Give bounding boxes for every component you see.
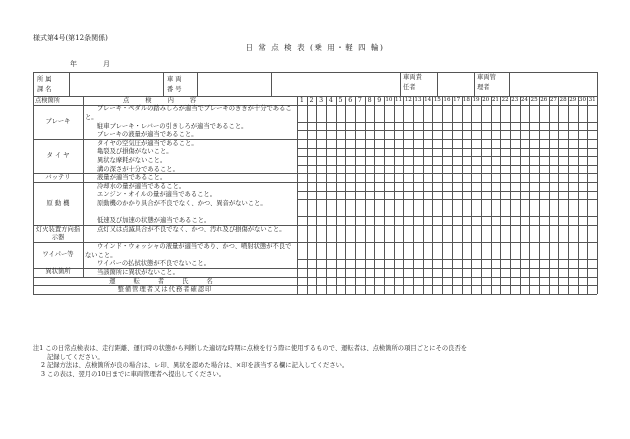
day-number: 27 [549,97,557,104]
day-number: 19 [472,97,480,104]
day-number: 4 [328,97,333,105]
day-number: 13 [414,97,422,104]
inspection-item: 当該箇所に異状がないこと。 [97,268,179,276]
day-number: 23 [511,97,519,104]
year-label: 年 [70,60,77,68]
day-number: 5 [338,97,343,105]
inspection-item: エンジン・オイルの量が適当であること。 [97,191,217,199]
section-name: 原 動 機 [46,199,70,207]
inspection-item: ウインド・ウォッシャの液量が適当であり、かつ、噴射状態が不良でないこと。 [85,243,292,259]
inspection-item: 駐車ブレーキ・レバーの引きしろが適当であること。 [97,122,248,130]
inspection-item: ブレーキ・ペダルの踏みしろが適当でブレーキのききが十分であること。 [85,105,292,121]
section-name: 異状箇所 [45,268,71,276]
day-number: 31 [588,97,596,104]
day-number: 8 [367,97,372,105]
inspection-item: ワイパーの払拭状態が不良でないこと。 [97,260,211,268]
day-number: 9 [377,97,382,105]
notes [33,345,603,379]
day-number: 15 [433,97,441,104]
inspection-item: 原動機のかかり具合が不良でなく、かつ、異音がないこと。 [97,200,267,207]
section-name: ブレーキ [45,117,71,125]
day-number: 14 [424,97,432,104]
inspection-item: 点灯又は点滅具合が不良でなく、かつ、汚れ及び損傷がないこと。 [97,225,286,233]
vehicle-number-label: 車 両 番 号 [167,76,182,93]
day-number: 16 [443,97,451,104]
form-number: 様式第4号(第12条関係) [33,34,108,42]
inspection-item: 冷却水の量が適当であること。 [97,182,186,190]
day-number: 26 [540,97,548,104]
content-header: 点 検 内 容 [123,97,204,105]
day-number: 12 [404,97,412,104]
inspection-item: 液量が適当であること。 [97,174,167,182]
note-line: 3 この表は、翌月の10日までに車両管理者へ提出してください。 [41,370,226,378]
note-line: 2 記録方法は、点検箇所が良の場合は、レ印、異状を認めた場合は、×印を該当する欄に記入してください。 [41,362,349,370]
section-name: 灯火装置方向指示器 [35,225,81,241]
day-number: 20 [482,97,490,104]
day-number: 1 [299,97,304,105]
inspection-item: 異状な摩耗がないこと。 [97,157,167,164]
day-number: 22 [501,97,509,104]
affiliation-label: 所 属 課 名 [37,76,52,93]
inspection-item: 低速及び加速の状態が適当であること。 [97,217,211,225]
inspection-item: タイヤの空気圧が適当であること。 [97,139,198,147]
month-label: 月 [103,60,110,68]
manager-label: 車両管 理者 [477,74,496,91]
day-number: 6 [348,97,353,105]
day-number: 2 [309,97,314,105]
note-line: 記録してください。 [47,353,104,361]
day-number: 29 [569,97,577,104]
day-number: 25 [530,97,538,104]
responsible-label: 車両責 任者 [403,74,422,91]
note-line: 注1 この日常点検表は、走行距離、運行時の状態から判断した適切な時期に点検を行う際に使用するもので、運転者は、点検箇所の項目ごとにその良否を [33,345,468,352]
day-number: 3 [319,97,324,105]
footer-row-label: 整備管理者又は代務者確認印 [117,286,213,294]
inspection-item: 亀裂及び損傷がないこと。 [97,148,173,156]
day-number: 30 [578,97,587,104]
day-number: 18 [462,97,470,104]
day-number: 17 [453,97,461,104]
day-number: 21 [491,97,499,104]
day-number: 28 [559,97,567,104]
inspection-item: ブレーキの液量が適当であること。 [97,131,198,139]
page-title: 日 常 点 検 表 (乗 用・軽 四 輪) [245,43,385,52]
section-name: タ イ ヤ [46,152,70,160]
day-number: 10 [385,97,393,104]
day-number: 7 [357,97,362,105]
day-number: 11 [395,97,403,104]
section-name: ワイパー等 [42,251,74,259]
footer-row-label: 運 転 者 氏 名 [109,277,221,285]
item-header: 点検箇所 [35,97,61,105]
inspection-item: 溝の深さが十分であること。 [97,165,179,173]
day-number: 24 [520,97,528,104]
section-name: バッテリ [45,173,71,181]
